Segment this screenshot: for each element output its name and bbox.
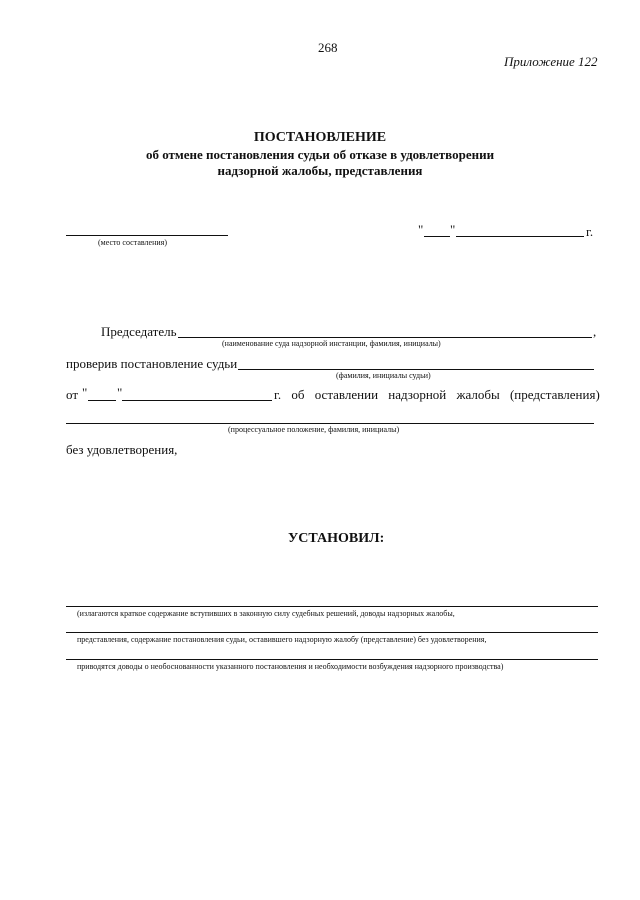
date-quote-open: ": [418, 222, 424, 237]
established-heading: УСТАНОВИЛ:: [288, 531, 385, 546]
judge-caption: (фамилия, инициалы судьи): [336, 371, 431, 380]
note-text-2: представления, содержание постановления судьи, оставившего надзорную жалобу (представление) без удовлетворения,: [77, 635, 487, 644]
party-field-line[interactable]: [66, 423, 594, 424]
from-month-line[interactable]: [122, 400, 272, 401]
without-satisfaction-text: без удовлетворения,: [66, 442, 178, 457]
note-text-1: (излагаются краткое содержание вступивших в законную силу судебных решений, доводы надзорных жалобы,: [77, 609, 455, 618]
from-quote-open: ": [82, 385, 88, 400]
chairman-comma: ,: [593, 324, 597, 339]
appendix-label: Приложение 122: [504, 54, 598, 69]
page-number: 268: [318, 40, 338, 55]
document-title: ПОСТАНОВЛЕНИЕ: [253, 130, 387, 145]
place-caption: (место составления): [98, 238, 167, 247]
from-label: от: [66, 387, 79, 402]
document-subtitle-line2: надзорной жалобы, представления: [217, 163, 423, 178]
party-caption: (процессуальное положение, фамилия, инициалы): [228, 425, 400, 434]
document-subtitle-line1: об отмене постановления судьи об отказе в удовлетворении: [145, 147, 495, 162]
chairman-field-line[interactable]: [178, 337, 592, 338]
note-line-2[interactable]: [66, 632, 598, 633]
from-day-line[interactable]: [88, 400, 116, 401]
from-text: г. об оставлении надзорной жалобы (представления): [274, 387, 600, 402]
date-year-suffix: г.: [586, 224, 594, 239]
date-month-line[interactable]: [456, 236, 584, 237]
place-field-line[interactable]: [66, 235, 228, 236]
chairman-caption: (наименование суда надзорной инстанции, фамилия, инициалы): [222, 339, 441, 348]
from-quote-close: ": [117, 385, 123, 400]
note-line-3[interactable]: [66, 659, 598, 660]
reviewed-label: проверив постановление судьи: [66, 356, 238, 371]
date-day-line[interactable]: [424, 236, 450, 237]
date-quote-close: ": [450, 222, 456, 237]
note-line-1[interactable]: [66, 606, 598, 607]
chairman-label: Председатель: [101, 324, 177, 339]
judge-field-line[interactable]: [238, 369, 594, 370]
note-text-3: приводятся доводы о необоснованности указанного постановления и необходимости возбуждения надзорного производства): [77, 662, 504, 671]
